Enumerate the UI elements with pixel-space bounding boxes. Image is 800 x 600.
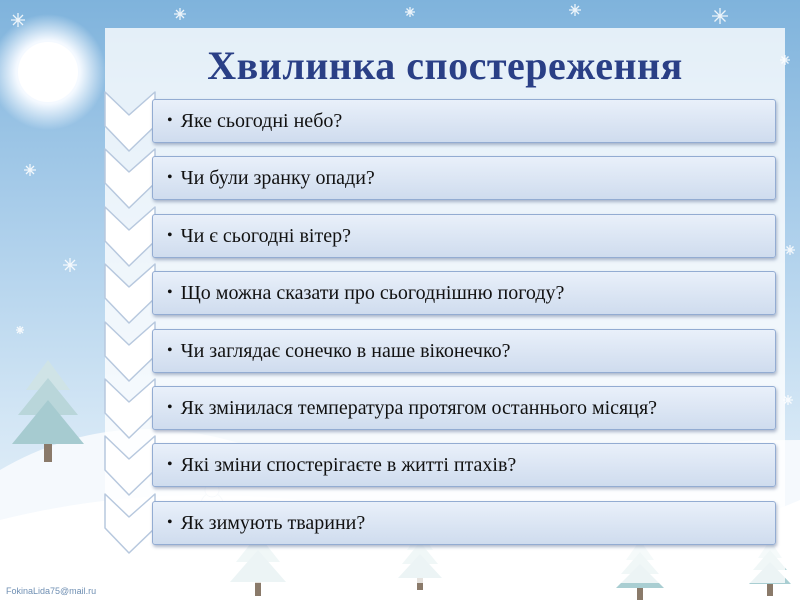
question-item — [104, 156, 776, 200]
snowflake-icon — [16, 326, 24, 334]
bullet-mark: • — [167, 169, 173, 186]
question-box — [152, 329, 776, 373]
chevron-down-icon — [104, 148, 156, 210]
bullet-mark: • — [167, 342, 173, 359]
snowflake-icon — [712, 8, 728, 24]
bullet-mark: • — [167, 284, 173, 301]
snowflake-icon — [785, 245, 795, 255]
question-box — [152, 443, 776, 487]
bullet-mark: • — [167, 456, 173, 473]
snowflake-icon — [63, 258, 77, 272]
question-text: Чи є сьогодні вітер? — [180, 224, 351, 247]
question-text: Які зміни спостерігаєте в житті птахів? — [180, 453, 517, 476]
chevron-down-icon — [104, 493, 156, 555]
chevron-down-icon — [104, 91, 156, 153]
question-box — [152, 501, 776, 545]
question-item — [104, 386, 776, 430]
slide-title: Хвилинка спостереження — [207, 43, 683, 88]
bullet-mark: • — [167, 112, 173, 129]
question-item — [104, 99, 776, 143]
question-text: Чи були зранку опади? — [180, 166, 375, 189]
chevron-down-icon — [104, 435, 156, 497]
chevron-down-icon — [104, 263, 156, 325]
question-text: Як зимують тварини? — [180, 511, 366, 534]
question-box — [152, 386, 776, 430]
question-item — [104, 329, 776, 373]
question-box — [152, 271, 776, 315]
snowflake-icon — [24, 164, 36, 176]
question-text: Як змінилася температура протягом останнього місяця? — [180, 396, 658, 419]
bullet-mark: • — [167, 399, 173, 416]
chevron-down-icon — [104, 378, 156, 440]
question-item — [104, 501, 776, 545]
question-box — [152, 156, 776, 200]
chevron-down-icon — [104, 321, 156, 383]
question-box — [152, 214, 776, 258]
bullet-mark: • — [167, 514, 173, 531]
question-item — [104, 214, 776, 258]
question-item — [104, 271, 776, 315]
question-box — [152, 99, 776, 143]
snowflake-icon — [174, 8, 186, 20]
question-text: Що можна сказати про сьогоднішню погоду? — [180, 281, 565, 304]
snowflake-icon — [569, 4, 581, 16]
chevron-down-icon — [104, 206, 156, 268]
author-credit: FokinaLida75@mail.ru — [6, 586, 97, 596]
question-text: Яке сьогодні небо? — [180, 109, 343, 132]
snowflake-icon — [405, 7, 415, 17]
question-text: Чи заглядає сонечко в наше віконечко? — [180, 339, 511, 362]
question-item — [104, 443, 776, 487]
snowflake-icon — [11, 13, 25, 27]
bullet-mark: • — [167, 227, 173, 244]
